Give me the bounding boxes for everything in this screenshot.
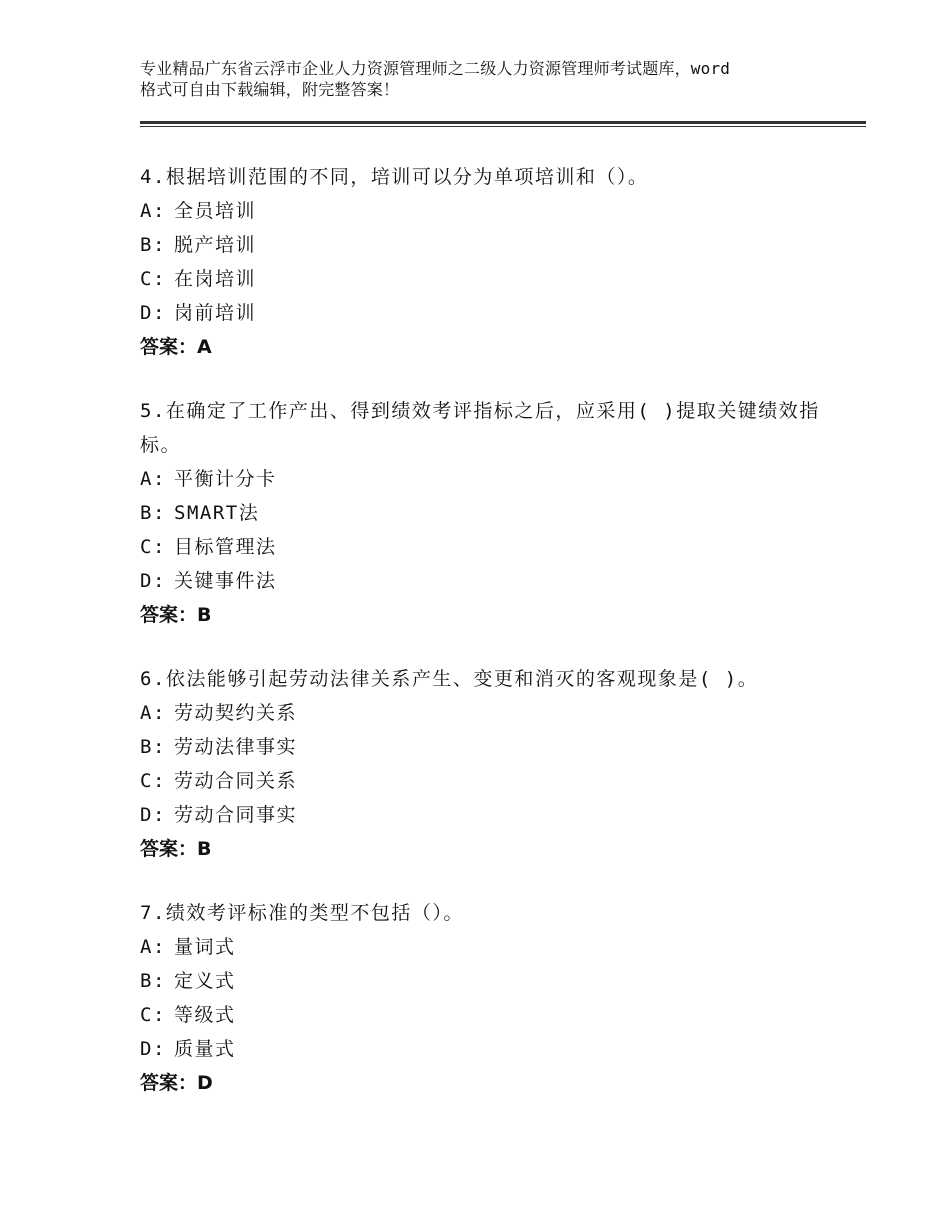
option-d: [140, 296, 830, 330]
option-label: C:: [140, 536, 166, 558]
option-text: 劳动契约关系: [174, 702, 298, 724]
option-text: 劳动合同事实: [174, 804, 298, 826]
option-text: 定义式: [174, 970, 236, 992]
option-d: [140, 798, 830, 832]
question-list: [140, 160, 830, 1130]
option-label: A:: [140, 936, 166, 958]
option-c: [140, 998, 830, 1032]
option-c: [140, 764, 830, 798]
option-b: [140, 964, 830, 998]
option-label: D:: [140, 302, 166, 324]
question-6: [140, 662, 830, 866]
option-text: 平衡计分卡: [174, 468, 277, 490]
option-label: B:: [140, 502, 166, 524]
question-text: 5.在确定了工作产出、得到绩效考评指标之后，应采用( )提取关键绩效指标。: [140, 400, 820, 456]
option-text: 目标管理法: [174, 536, 277, 558]
option-text: 脱产培训: [174, 234, 257, 256]
option-a: [140, 930, 830, 964]
question-text: 7.绩效考评标准的类型不包括（）。: [140, 902, 464, 924]
option-label: A:: [140, 702, 166, 724]
option-label: C:: [140, 268, 166, 290]
option-text: 等级式: [174, 1004, 236, 1026]
option-text: 劳动法律事实: [174, 736, 298, 758]
option-text: 岗前培训: [174, 302, 257, 324]
option-a: [140, 696, 830, 730]
answer: 答案：A: [140, 336, 212, 358]
option-b: [140, 496, 830, 530]
option-label: D:: [140, 570, 166, 592]
answer: 答案：B: [140, 604, 212, 626]
option-label: D:: [140, 804, 166, 826]
option-b: [140, 730, 830, 764]
header-line-1: 专业精品广东省云浮市企业人力资源管理师之二级人力资源管理师考试题库，word: [140, 59, 731, 78]
option-label: A:: [140, 468, 166, 490]
option-text: 质量式: [174, 1038, 236, 1060]
option-label: C:: [140, 770, 166, 792]
option-label: B:: [140, 234, 166, 256]
option-d: [140, 564, 830, 598]
header-divider-thick: [140, 121, 866, 124]
answer: 答案：D: [140, 1072, 213, 1094]
option-d: [140, 1032, 830, 1066]
question-text: 6.依法能够引起劳动法律关系产生、变更和消灭的客观现象是( )。: [140, 668, 759, 690]
option-text: SMART法: [174, 502, 260, 524]
option-a: [140, 194, 830, 228]
document-header: [140, 58, 840, 100]
option-label: D:: [140, 1038, 166, 1060]
option-text: 量词式: [174, 936, 236, 958]
option-text: 在岗培训: [174, 268, 257, 290]
option-label: B:: [140, 736, 166, 758]
option-text: 全员培训: [174, 200, 257, 222]
option-label: C:: [140, 1004, 166, 1026]
header-line-2: 格式可自由下载编辑，附完整答案！: [140, 80, 400, 99]
option-a: [140, 462, 830, 496]
question-5: [140, 394, 830, 632]
option-label: A:: [140, 200, 166, 222]
question-4: [140, 160, 830, 364]
option-text: 关键事件法: [174, 570, 277, 592]
question-text: 4.根据培训范围的不同，培训可以分为单项培训和（）。: [140, 166, 649, 188]
option-c: [140, 262, 830, 296]
option-text: 劳动合同关系: [174, 770, 298, 792]
option-b: [140, 228, 830, 262]
header-divider-thin: [140, 126, 866, 127]
answer: 答案：B: [140, 838, 212, 860]
option-c: [140, 530, 830, 564]
question-7: [140, 896, 830, 1100]
option-label: B:: [140, 970, 166, 992]
